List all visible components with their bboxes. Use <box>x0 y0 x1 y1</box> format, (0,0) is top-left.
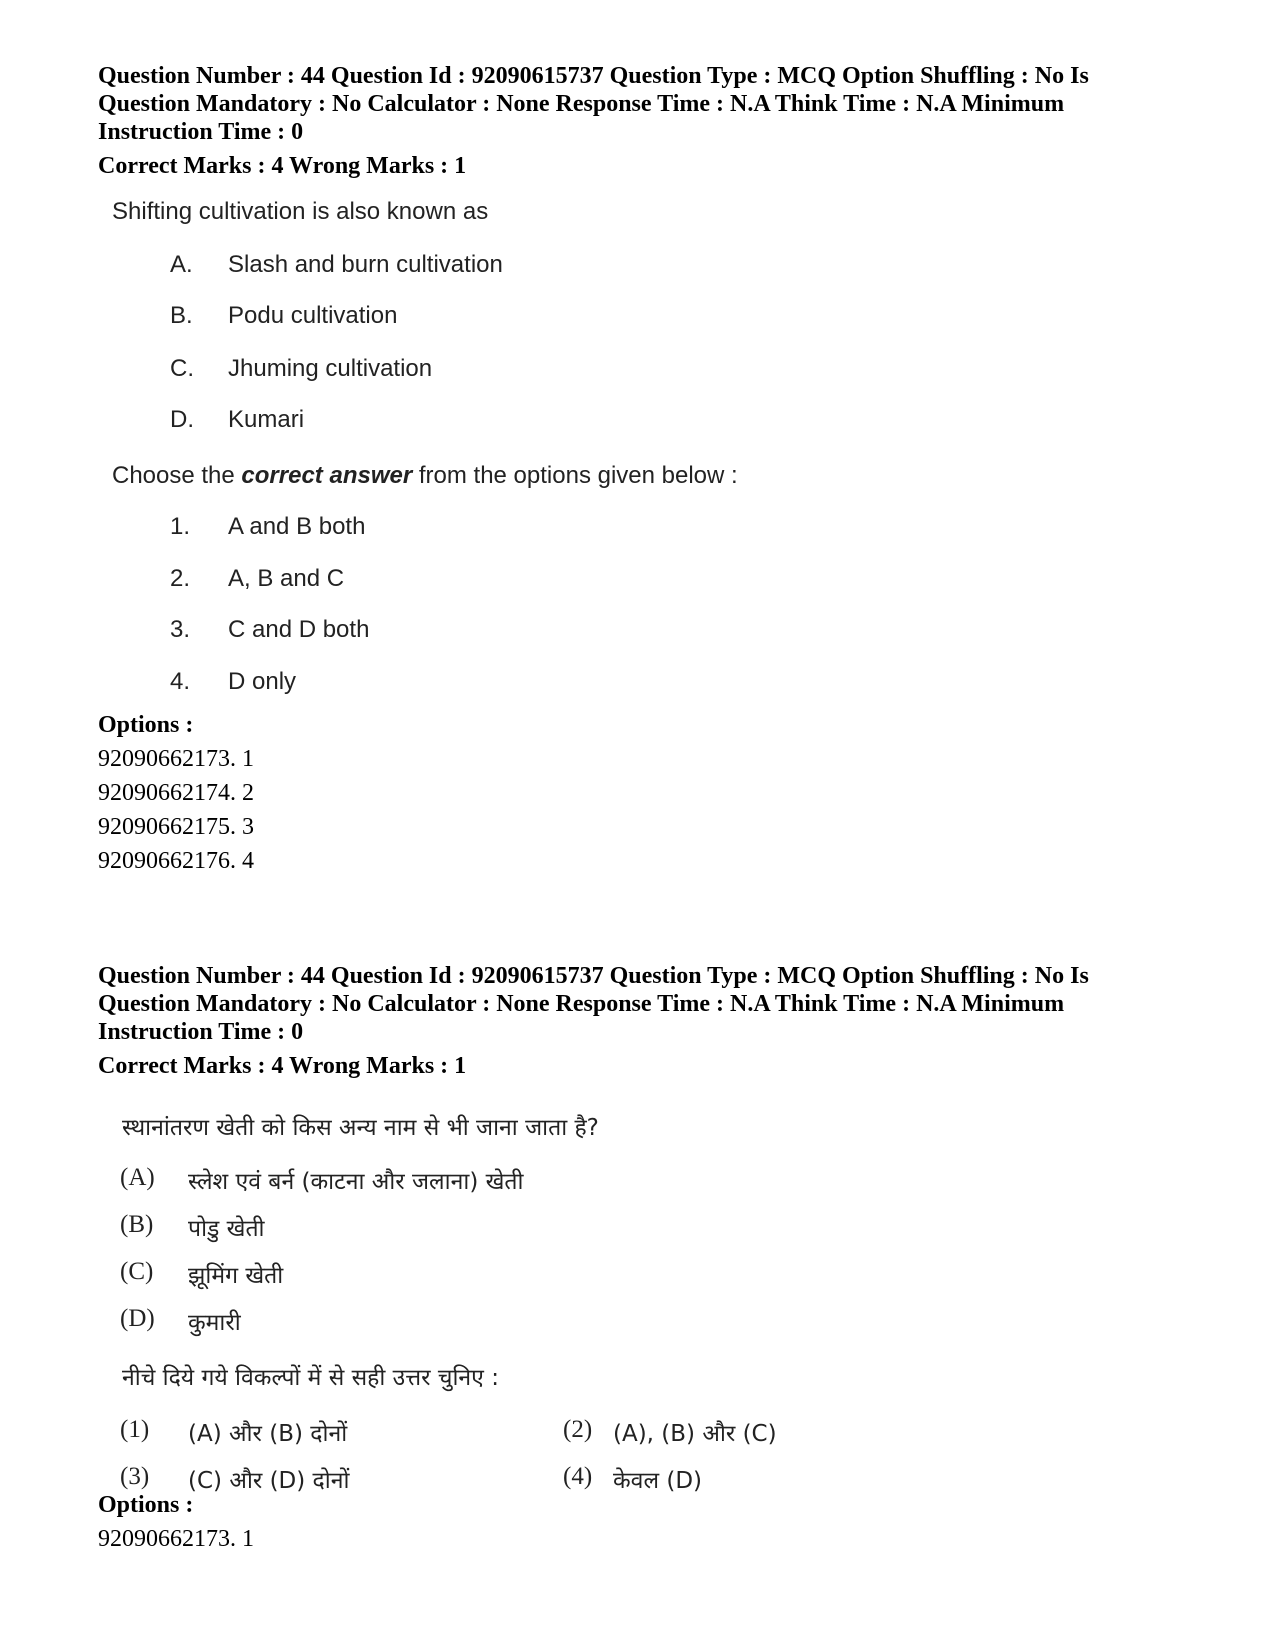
answer-label: (2) <box>563 1416 593 1443</box>
question-meta-1 <box>98 62 1178 180</box>
statement-text: Podu cultivation <box>228 302 398 329</box>
option-item: 92090662173. 1 <box>98 1526 254 1552</box>
answer-label: (4) <box>563 1463 593 1490</box>
answer-text: (C) और (D) दोनों <box>188 1468 350 1494</box>
options-title: Options : <box>98 712 194 738</box>
statement-text: कुमारी <box>188 1310 241 1336</box>
question-header: Question Number : 44 Question Id : 92090615737 Question Type : MCQ Option Shuffling : No Is Question Mandatory : No Calculator : None Response Time : N.A Think Time : N.A Minimum Instruction Time : 0 <box>98 963 1089 1045</box>
marks-line: Correct Marks : 4 Wrong Marks : 1 <box>98 153 467 179</box>
statement-label: (A) <box>120 1164 155 1191</box>
answer-text: C and D both <box>228 616 370 643</box>
answer-label: (1) <box>120 1416 150 1443</box>
statement-label: (B) <box>120 1211 154 1238</box>
answer-instruction: नीचे दिये गये विकल्पों में से सही उत्तर चुनिए : <box>122 1365 499 1391</box>
question-meta-2 <box>98 962 1178 1080</box>
statement-label: C. <box>170 355 194 382</box>
statement-text: झूमिंग खेती <box>188 1263 284 1289</box>
statement-text: Jhuming cultivation <box>228 355 433 382</box>
question-image-hindi <box>98 1110 858 1510</box>
statement-label: A. <box>170 251 193 278</box>
answer-text: A and B both <box>228 513 366 540</box>
answer-label: 3. <box>170 616 191 643</box>
question-image-english <box>98 198 798 718</box>
answer-label: 1. <box>170 513 191 540</box>
answer-label: 4. <box>170 668 191 695</box>
option-item: 92090662175. 3 <box>98 814 254 840</box>
statement-label: (D) <box>120 1305 155 1332</box>
statement-label: B. <box>170 302 193 329</box>
answer-text: A, B and C <box>228 565 345 592</box>
question-header: Question Number : 44 Question Id : 92090615737 Question Type : MCQ Option Shuffling : No Is Question Mandatory : No Calculator : None Response Time : N.A Think Time : N.A Minimum Instruction Time : 0 <box>98 63 1089 145</box>
answer-text: केवल (D) <box>613 1468 703 1494</box>
instruction-bold: correct answer <box>241 462 413 489</box>
instruction-post: from the options given below : <box>412 462 738 489</box>
question-stem: स्थानांतरण खेती को किस अन्य नाम से भी जाना जाता है? <box>122 1115 599 1141</box>
option-item: 92090662176. 4 <box>98 848 254 874</box>
answer-text: (A) और (B) दोनों <box>188 1421 348 1447</box>
answer-text: D only <box>228 668 297 695</box>
question-stem: Shifting cultivation is also known as <box>112 198 489 225</box>
options-list-2 <box>98 1488 254 1556</box>
statement-text: Slash and burn cultivation <box>228 251 503 278</box>
answer-label: (3) <box>120 1463 150 1490</box>
statement-label: (C) <box>120 1258 154 1285</box>
answer-instruction <box>112 462 738 490</box>
options-list-1 <box>98 708 254 878</box>
option-item: 92090662173. 1 <box>98 746 254 772</box>
option-item: 92090662174. 2 <box>98 780 254 806</box>
statement-text: स्लेश एवं बर्न (काटना और जलाना) खेती <box>188 1169 524 1195</box>
statement-text: पोडु खेती <box>188 1216 265 1242</box>
answer-label: 2. <box>170 565 191 592</box>
options-title: Options : <box>98 1492 194 1518</box>
instruction-pre: Choose the <box>112 462 242 489</box>
statement-text: Kumari <box>228 406 305 433</box>
answer-text: (A), (B) और (C) <box>613 1421 777 1447</box>
statement-label: D. <box>170 406 194 433</box>
marks-line: Correct Marks : 4 Wrong Marks : 1 <box>98 1053 467 1079</box>
